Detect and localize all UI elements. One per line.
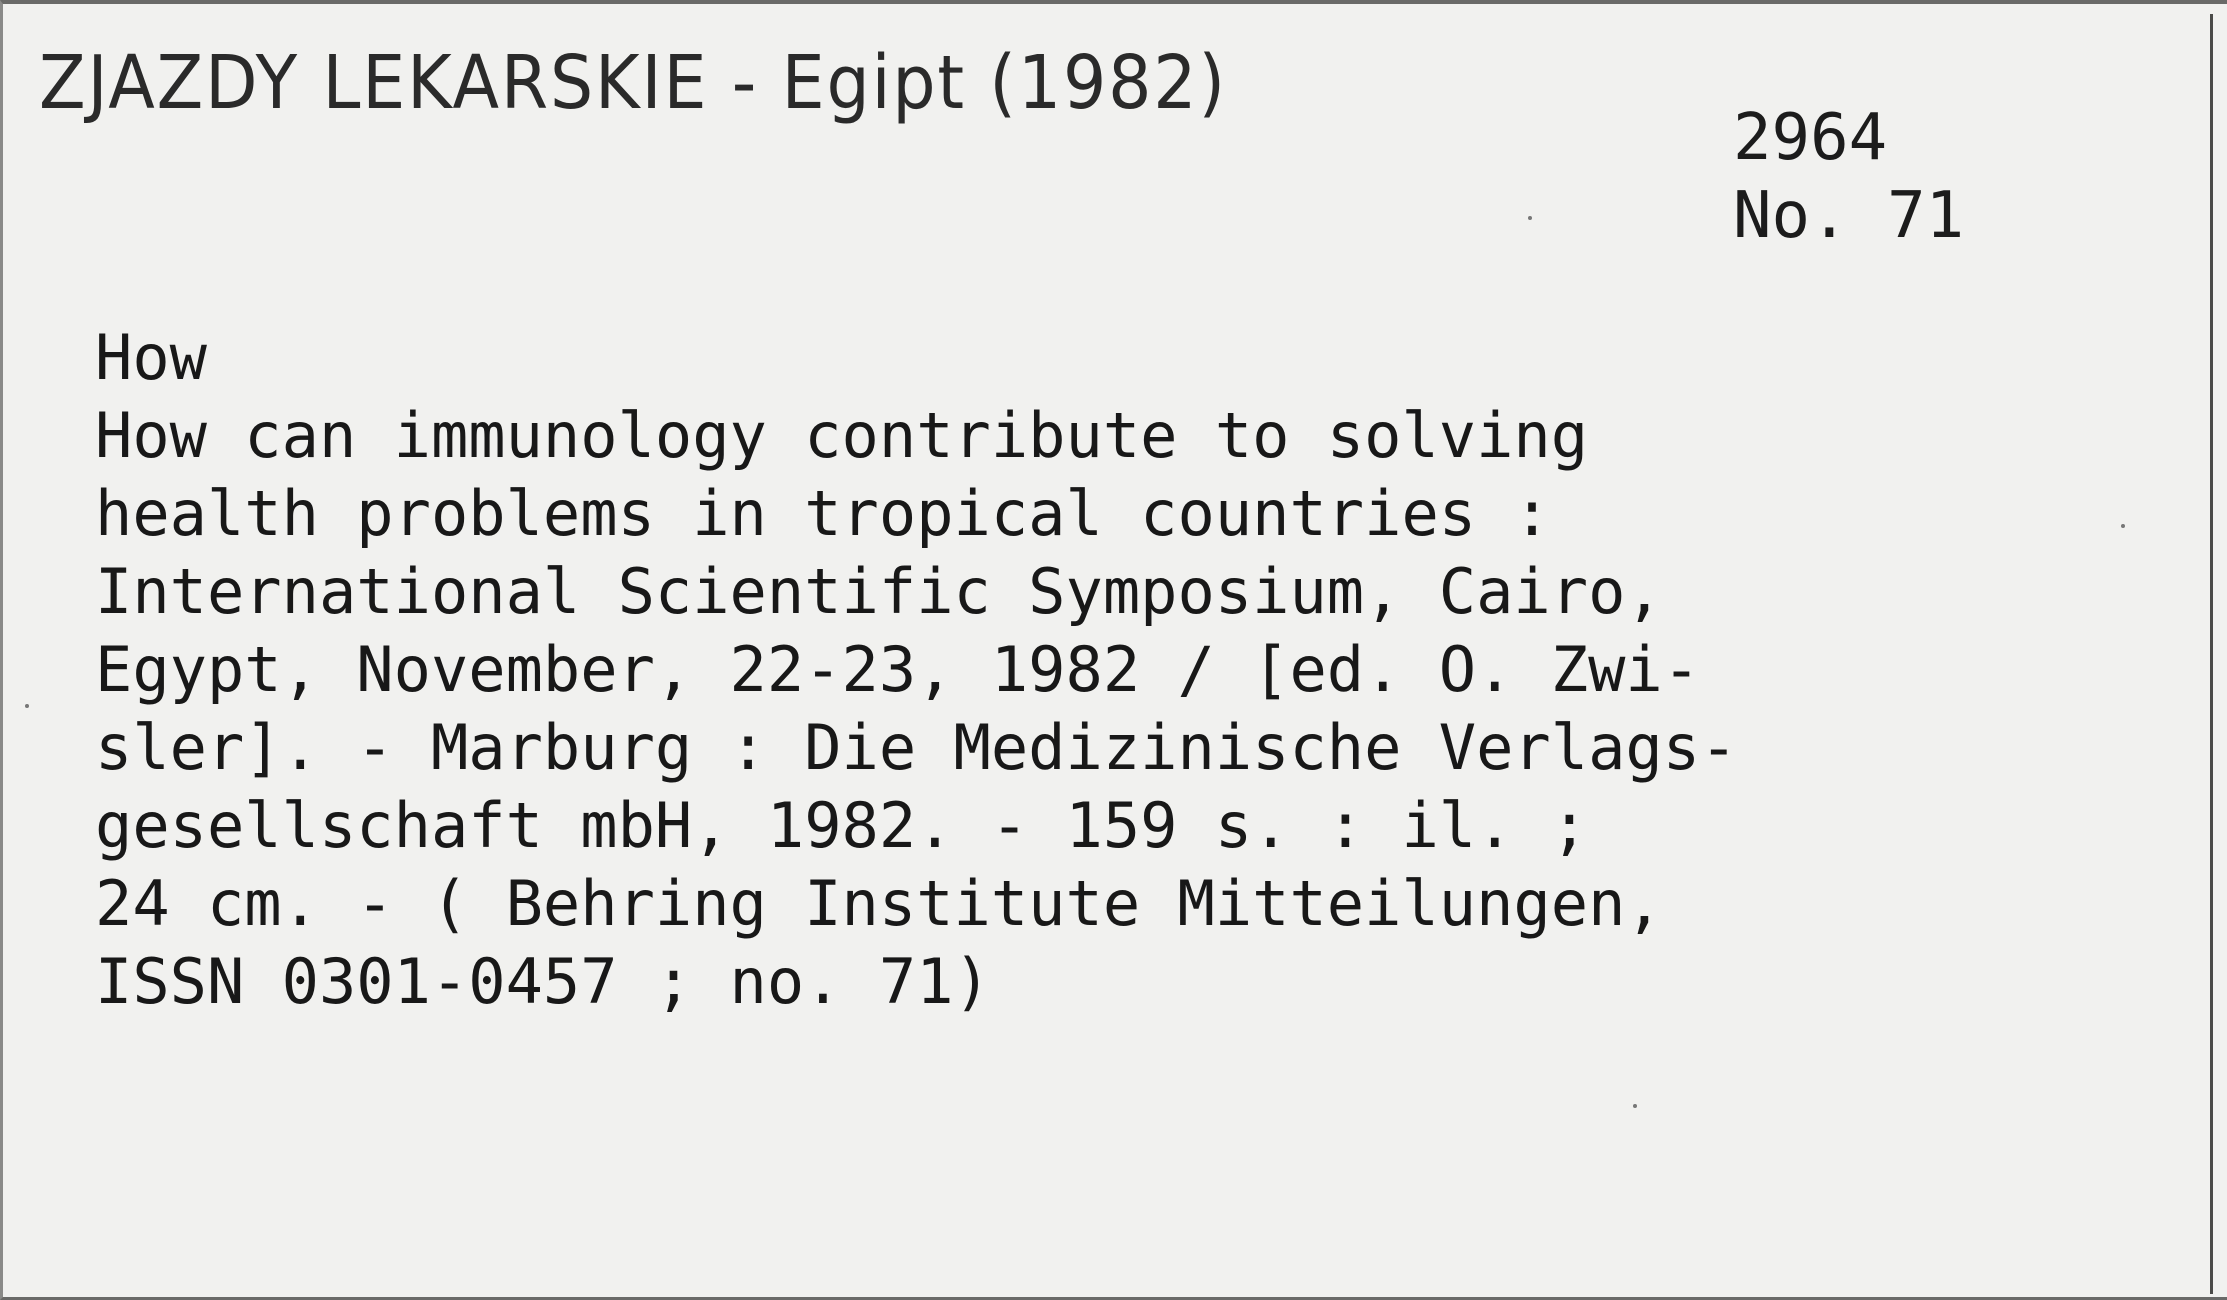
paper-speck (1633, 1104, 1637, 1108)
entry-line: ISSN 0301-0457 ; no. 71) (95, 945, 991, 1018)
entry-line: 24 cm. - ( Behring Institute Mitteilungen, (95, 867, 1663, 940)
paper-speck (2121, 524, 2125, 528)
paper-speck (25, 704, 29, 708)
entry-line: How can immunology contribute to solving (95, 399, 1589, 472)
card-right-edge (2210, 14, 2213, 1294)
entry-line: Egypt, November, 22-23, 1982 / [ed. O. Zwi- (95, 633, 1701, 706)
handwritten-subject-heading: ZJAZDY LEKARSKIE - Egipt (1982) (39, 40, 1227, 126)
call-number-block (1733, 99, 1964, 255)
entry-line: gesellschaft mbH, 1982. - 159 s. : il. ; (95, 789, 1589, 862)
entry-line: International Scientific Symposium, Cairo, (95, 555, 1663, 628)
entry-line: sler]. - Marburg : Die Medizinische Verlags- (95, 711, 1738, 784)
series-number: No. 71 (1733, 179, 1965, 253)
bibliographic-entry (95, 319, 1737, 1021)
call-number: 2964 (1733, 101, 1888, 175)
entry-line: health problems in tropical countries : (95, 477, 1551, 550)
entry-line: How (95, 321, 207, 394)
paper-speck (1528, 216, 1532, 220)
